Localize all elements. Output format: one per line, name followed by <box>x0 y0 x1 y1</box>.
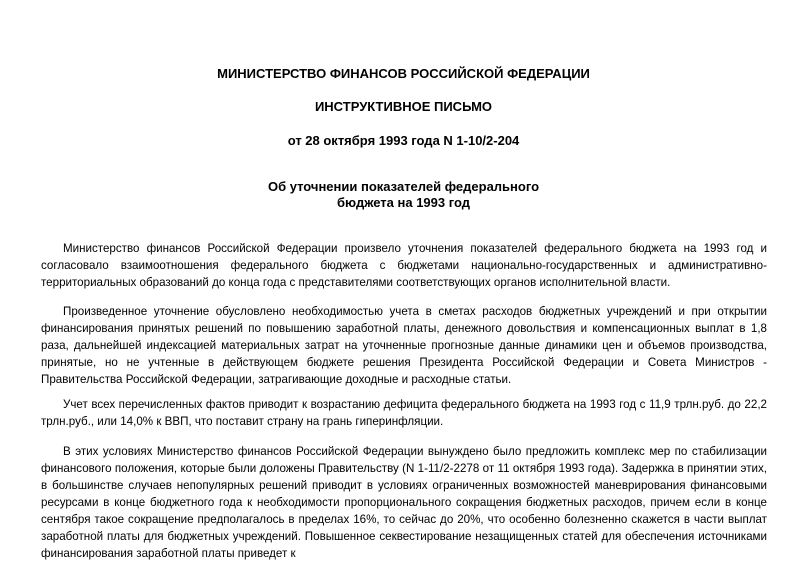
document-type: ИНСТРУКТИВНОЕ ПИСЬМО <box>314 99 493 114</box>
paragraph-1: Министерство финансов Российской Федерации произвело уточнения показателей федерального бюджета на 1993 год и согласовало взаимоотношения федерального бюджета с бюджетами национально-государственных и административно-территориальных образований до конца года с представителями соответствующих органов исполнительной власти. <box>41 242 767 289</box>
document-date-number: от 28 октября 1993 года N 1-10/2-204 <box>287 133 520 148</box>
paragraph-3: Учет всех перечисленных фактов приводит к возрастанию дефицита федерального бюджета на 1993 год с 11,9 трлн.руб. до 22,2 трлн.руб., или 14,0% к ВВП, что поставит страну на грань гиперинфляции. <box>41 398 767 428</box>
paragraph-2: Произведенное уточнение обусловлено необходимостью учета в сметах расходов бюджетных учреждений и при открытии финансирования принятых решений по повышению заработной платы, денежного довольствия и компенсационных выплат в 1,8 раза, дальнейшей индексацией материальных затрат на уточненные прогнозные данные динамики цен и объемов производства, принятые, но не учтенные в действующем бюджете решения Президента Российской Федерации и Совета Министров - Правительства Российской Федерации, затрагивающие доходные и расходные статьи. <box>41 305 767 386</box>
ministry-title: МИНИСТЕРСТВО ФИНАНСОВ РОССИЙСКОЙ ФЕДЕРАЦИИ <box>217 66 590 81</box>
document-subject-line-2: бюджета на 1993 год <box>336 195 470 210</box>
paragraph-4: В этих условиях Министерство финансов Российской Федерации вынуждено было предложить комплекс мер по стабилизации финансового положения, которые были доложены Правительству (N 1-11/2-2278 от 11 октября 1993 года). Задержка в принятии этих, в большинстве случаев непопулярных решений приводит в условиях ограниченных возможностей маневрирования финансовыми ресурсами в конце бюджетного года к необходимости пропорционального сокращения бюджетных расходов, причем если в конце сентября такое сокращение предполагалось в пределах 16%, то сейчас до 20%, что особенно болезненно скажется в части выплат заработной платы для бюджетных учреждений. Повышенное секвестирование незащищенных статей для обеспечения источниками финансирования заработной платы приведет к <box>41 445 767 560</box>
document-subject-line-1: Об уточнении показателей федерального <box>267 179 540 194</box>
